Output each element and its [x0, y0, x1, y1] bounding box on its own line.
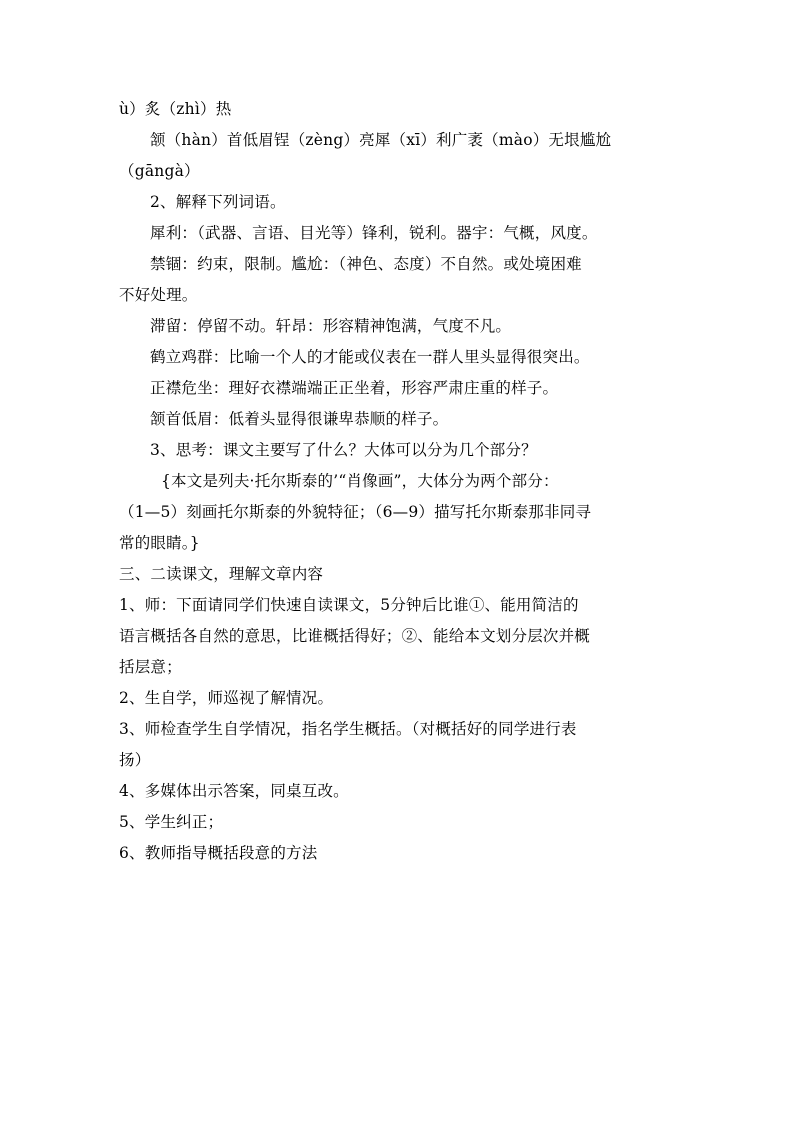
text-line: 2、生自学，师巡视了解情况。: [119, 689, 334, 707]
text-line: 鹤立鸡群：比喻一个人的才能或仪表在一群人里头显得很突出。: [150, 348, 590, 366]
text-line: 语言概括各自然的意思，比谁概括得好；②、能给本文划分层次并概: [119, 627, 591, 645]
text-line: 3、思考：课文主要写了什么？大体可以分为几个部分？: [150, 441, 537, 459]
text-line: 3、师检查学生自学情况，指名学生概括。（对概括好的同学进行表: [119, 720, 577, 738]
text-line: （gāngà）: [119, 162, 200, 180]
text-line: 常的眼睛。}: [119, 534, 200, 552]
text-line: 不好处理。: [119, 286, 198, 304]
document-body: [119, 94, 677, 869]
text-line: 5、学生纠正；: [119, 813, 224, 831]
text-line: 颔（hàn）首低眉锃（zèng）亮犀（xī）利广袤（mào）无垠尴尬: [150, 131, 612, 149]
text-line: 括层意；: [119, 658, 182, 676]
text-line: （1—5）刻画托尔斯泰的外貌特征；（6—9）描写托尔斯泰那非同寻: [119, 503, 592, 521]
text-line: 犀利：（武器、言语、目光等）锋利，锐利。器宇：气概，风度。: [150, 224, 598, 242]
text-line: 正襟危坐：理好衣襟端端正正坐着，形容严肃庄重的样子。: [150, 379, 559, 397]
text-line: 滞留：停留不动。轩昂：形容精神饱满，气度不凡。: [150, 317, 512, 335]
text-line: {本文是列夫·托尔斯泰的’“肖像画”，大体分为两个部分：: [161, 472, 559, 490]
text-line: 扬）: [119, 751, 151, 769]
text-line: 禁锢：约束，限制。尴尬：（神色、态度）不自然。或处境困难: [150, 255, 582, 273]
section-heading: 三、二读课文，理解文章内容: [119, 565, 324, 583]
text-line: 颔首低眉：低着头显得很谦卑恭顺的样子。: [150, 410, 449, 428]
text-line: ù）炙（zhì）热: [119, 100, 232, 118]
text-line: 1、师：下面请同学们快速自读课文，5分钟后比谁①、能用简洁的: [119, 596, 579, 614]
text-line: 6、教师指导概括段意的方法: [119, 844, 318, 862]
text-line: 4、多媒体出示答案，同桌互改。: [119, 782, 349, 800]
text-line: 2、解释下列词语。: [150, 193, 286, 211]
